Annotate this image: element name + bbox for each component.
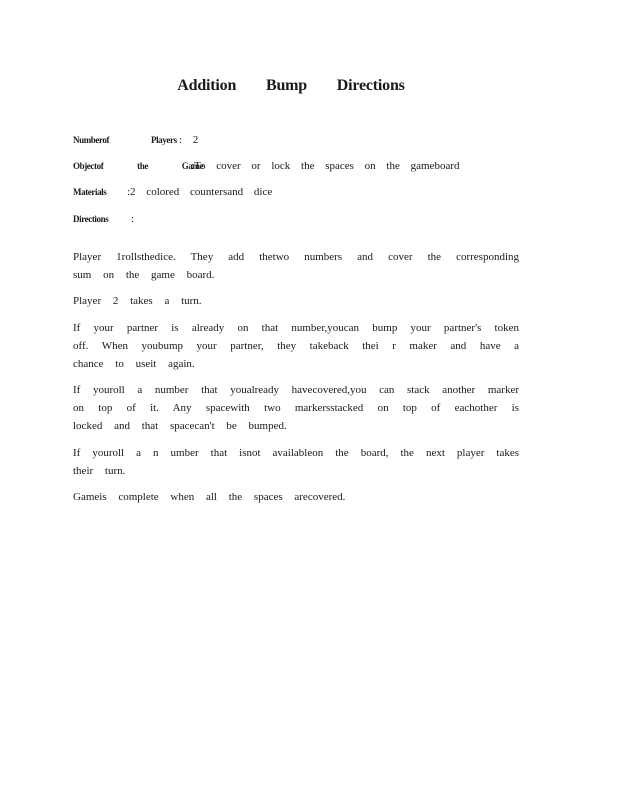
object-of-game-line xyxy=(73,160,460,172)
number-of-players-value: : 2 xyxy=(179,134,199,146)
directions-colon: : xyxy=(131,213,135,225)
direction-paragraph-4: If youroll a number that youalready havecovered,you can stack another marker on top of it. Any spacewith two markersstacked on top of eachother is locked and that spacecan't be bumped. xyxy=(73,384,519,432)
direction-paragraph-1: Player 1rollsthedice. They add thetwo numbers and cover the corresponding sum on the game board. xyxy=(73,251,519,281)
number-of-players-label: Numberof Players xyxy=(73,135,177,145)
materials-line xyxy=(73,186,272,198)
materials-label: Materials xyxy=(73,187,107,197)
number-of-players-line xyxy=(73,134,198,146)
object-of-game-value: :To cover or lock the spaces on the gameboard xyxy=(191,160,460,172)
directions-label: Directions xyxy=(73,214,109,224)
document-title: Addition Bump Directions xyxy=(177,77,405,94)
object-of-game-label: Objectof the Game xyxy=(73,161,204,171)
direction-paragraph-3: If your partner is already on that number,youcan bump your partner's token off. When youbump your partner, they takeback thei r maker and have a chance to useit again. xyxy=(73,322,519,370)
direction-paragraph-2: Player 2 takes a turn. xyxy=(73,295,202,307)
direction-paragraph-6: Gameis complete when all the spaces arecovered. xyxy=(73,491,346,503)
directions-line xyxy=(73,213,134,225)
direction-paragraph-5: If youroll a n umber that isnot availableon the board, the next player takes their turn. xyxy=(73,447,519,477)
materials-value: :2 colored countersand dice xyxy=(127,186,273,198)
